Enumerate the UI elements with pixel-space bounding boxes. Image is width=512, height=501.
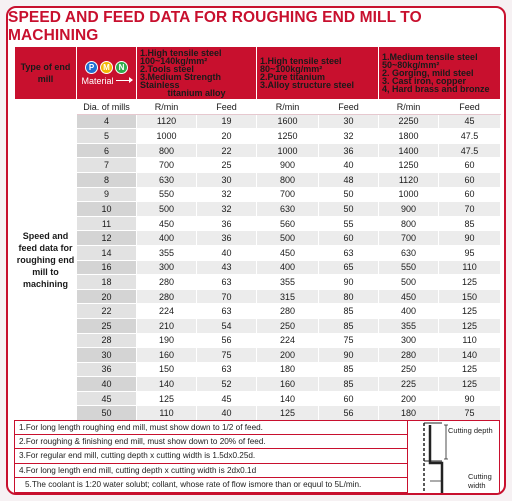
speed-cell: 400 — [257, 260, 319, 275]
speed-cell: 110 — [137, 406, 197, 421]
material-badge-p-icon: P — [85, 61, 98, 74]
speed-cell: 1120 — [379, 172, 439, 187]
mill-diameter-cell: 10 — [77, 202, 137, 217]
speed-cell: 140 — [137, 377, 197, 392]
speed-cell: 550 — [137, 187, 197, 202]
speed-cell: 630 — [257, 202, 319, 217]
feed-cell: 30 — [319, 114, 379, 129]
speed-cell: 800 — [137, 143, 197, 158]
speed-feed-card — [6, 6, 506, 495]
table-row — [15, 348, 501, 363]
table-row — [15, 377, 501, 392]
note-line: 2.For roughing & finishing end mill, must show down to 20% of feed. — [14, 435, 408, 450]
feed-cell: 32 — [319, 129, 379, 144]
feed-cell: 50 — [319, 202, 379, 217]
speed-cell: 200 — [379, 391, 439, 406]
feed-cell: 70 — [439, 202, 501, 217]
speed-cell: 1000 — [137, 129, 197, 144]
feed-cell: 85 — [319, 377, 379, 392]
feed-cell: 45 — [197, 391, 257, 406]
feed-cell: 56 — [319, 406, 379, 421]
feed-cell: 150 — [439, 289, 501, 304]
table-row — [15, 231, 501, 246]
feed-cell: 75 — [439, 406, 501, 421]
speed-cell: 224 — [257, 333, 319, 348]
feed-cell: 90 — [319, 275, 379, 290]
feed-cell: 22 — [197, 143, 257, 158]
feed-cell: 63 — [197, 275, 257, 290]
speed-cell: 1600 — [257, 114, 319, 129]
mill-diameter-cell: 36 — [77, 362, 137, 377]
material-group-line: 1.Medium tensile steel 50~80kg/mm² — [382, 52, 478, 70]
speed-cell: 280 — [257, 304, 319, 319]
feed-cell: 40 — [197, 245, 257, 260]
speed-cell: 180 — [379, 406, 439, 421]
feed-cell: 125 — [439, 318, 501, 333]
mill-diameter-cell: 18 — [77, 275, 137, 290]
material-cell — [77, 47, 137, 100]
material-group-line: 2.Tools steel — [140, 64, 194, 74]
speed-cell: 450 — [137, 216, 197, 231]
feed-cell: 85 — [319, 318, 379, 333]
mill-diameter-cell: 7 — [77, 158, 137, 173]
speed-cell: 280 — [137, 275, 197, 290]
feed-cell: 40 — [197, 406, 257, 421]
table-row — [15, 158, 501, 173]
feed-cell: 125 — [439, 275, 501, 290]
speed-cell: 180 — [257, 362, 319, 377]
material-group-line: 1.High tensile steel 100~140kg/mm² — [140, 48, 222, 66]
table-row — [15, 187, 501, 202]
speed-cell: 225 — [379, 377, 439, 392]
speed-cell: 1250 — [257, 129, 319, 144]
material-badge-n-icon: N — [115, 61, 128, 74]
speed-cell: 630 — [137, 172, 197, 187]
feed-cell: 90 — [439, 391, 501, 406]
feed-cell: 125 — [439, 377, 501, 392]
feed-cell: 45 — [439, 114, 501, 129]
feed-cell: 85 — [319, 362, 379, 377]
speed-cell: 900 — [257, 158, 319, 173]
material-group-line: 3. Cast iron, copper — [382, 76, 467, 86]
feed-cell: 48 — [319, 172, 379, 187]
mill-diameter-cell: 40 — [77, 377, 137, 392]
feed-cell: 32 — [197, 187, 257, 202]
col-header-speed-2: R/min — [257, 100, 319, 115]
note-line: 5.The coolant is 1:20 water solubt; collant, whose rate of flow ismore than or equul to 5L/min. — [14, 478, 408, 493]
note-line: 4.For long length end mill, cutting depth x cutting width is 2dx0.1d — [14, 464, 408, 479]
speed-cell: 2250 — [379, 114, 439, 129]
arrow-right-icon — [116, 80, 132, 81]
mill-diameter-cell: 5 — [77, 129, 137, 144]
speed-cell: 700 — [257, 187, 319, 202]
feed-cell: 65 — [319, 260, 379, 275]
mill-diameter-cell: 45 — [77, 391, 137, 406]
speed-cell: 630 — [379, 245, 439, 260]
col-header-dia: Dia. of mills — [77, 100, 137, 115]
speed-feed-table — [14, 46, 501, 421]
side-label: Speed and feed data for roughing end mill to machining — [15, 100, 77, 421]
feed-cell: 110 — [439, 333, 501, 348]
table-row — [15, 289, 501, 304]
table-row — [15, 216, 501, 231]
speed-cell: 400 — [137, 231, 197, 246]
feed-cell: 140 — [439, 348, 501, 363]
table-row — [15, 245, 501, 260]
mill-diameter-cell: 50 — [77, 406, 137, 421]
speed-cell: 700 — [137, 158, 197, 173]
table-row — [15, 172, 501, 187]
feed-cell: 36 — [197, 231, 257, 246]
speed-cell: 400 — [379, 304, 439, 319]
speed-cell: 1250 — [379, 158, 439, 173]
speed-cell: 224 — [137, 304, 197, 319]
col-header-speed-3: R/min — [379, 100, 439, 115]
feed-cell: 36 — [319, 143, 379, 158]
feed-cell: 85 — [439, 216, 501, 231]
feed-cell: 19 — [197, 114, 257, 129]
feed-cell: 125 — [439, 362, 501, 377]
speed-cell: 900 — [379, 202, 439, 217]
mill-diameter-cell: 4 — [77, 114, 137, 129]
speed-cell: 800 — [257, 172, 319, 187]
table-row — [15, 129, 501, 144]
feed-cell: 80 — [319, 289, 379, 304]
material-group-line: 2. Gorging, mild steel — [382, 68, 474, 78]
material-group-2 — [257, 47, 379, 100]
feed-cell: 60 — [439, 172, 501, 187]
mill-diameter-cell: 20 — [77, 289, 137, 304]
mill-diameter-cell: 14 — [77, 245, 137, 260]
mill-diameter-cell: 11 — [77, 216, 137, 231]
mill-diameter-cell: 8 — [77, 172, 137, 187]
table-row — [15, 202, 501, 217]
note-line: 1.For long length roughing end mill, must show down to 1/2 of feed. — [14, 420, 408, 435]
speed-cell: 450 — [379, 289, 439, 304]
speed-cell: 700 — [379, 231, 439, 246]
speed-cell: 1400 — [379, 143, 439, 158]
speed-cell: 500 — [257, 231, 319, 246]
table-row — [15, 362, 501, 377]
speed-cell: 550 — [379, 260, 439, 275]
material-group-line: 3.Medium Strength Stainless — [140, 72, 222, 90]
mill-diameter-cell: 12 — [77, 231, 137, 246]
table-row — [15, 143, 501, 158]
feed-cell: 60 — [439, 158, 501, 173]
feed-cell: 75 — [319, 333, 379, 348]
mill-diameter-cell: 28 — [77, 333, 137, 348]
speed-cell: 250 — [257, 318, 319, 333]
table-row — [15, 391, 501, 406]
col-header-feed-2: Feed — [319, 100, 379, 115]
speed-cell: 150 — [137, 362, 197, 377]
table-row — [15, 333, 501, 348]
feed-cell: 36 — [197, 216, 257, 231]
notes-section — [14, 420, 500, 494]
feed-cell: 47.5 — [439, 143, 501, 158]
table-row — [15, 406, 501, 421]
cutting-diagram-svg — [408, 421, 500, 495]
feed-cell: 90 — [439, 231, 501, 246]
speed-cell: 1800 — [379, 129, 439, 144]
speed-cell: 250 — [379, 362, 439, 377]
mill-diameter-cell: 30 — [77, 348, 137, 363]
feed-cell: 63 — [197, 304, 257, 319]
speed-cell: 1000 — [257, 143, 319, 158]
material-group-line: 2.Pure titanium — [260, 72, 326, 82]
feed-cell: 25 — [197, 158, 257, 173]
feed-cell: 20 — [197, 129, 257, 144]
material-badge-m-icon: M — [100, 61, 113, 74]
feed-cell: 43 — [197, 260, 257, 275]
feed-cell: 60 — [319, 231, 379, 246]
cutting-width-label: Cutting width — [468, 472, 492, 490]
feed-cell: 30 — [197, 172, 257, 187]
cutting-diagram — [408, 420, 500, 494]
speed-cell: 500 — [137, 202, 197, 217]
speed-cell: 190 — [137, 333, 197, 348]
material-group-line: 4, Hard brass and bronze — [382, 84, 490, 94]
material-group-line: titanium alloy — [167, 88, 226, 98]
feed-cell: 90 — [319, 348, 379, 363]
speed-cell: 300 — [137, 260, 197, 275]
mill-diameter-cell: 22 — [77, 304, 137, 319]
col-header-speed-1: R/min — [137, 100, 197, 115]
speed-cell: 300 — [379, 333, 439, 348]
speed-cell: 500 — [379, 275, 439, 290]
speed-cell: 280 — [379, 348, 439, 363]
feed-cell: 60 — [319, 391, 379, 406]
speed-cell: 125 — [257, 406, 319, 421]
feed-cell: 125 — [439, 304, 501, 319]
feed-cell: 75 — [197, 348, 257, 363]
feed-cell: 40 — [319, 158, 379, 173]
speed-cell: 125 — [137, 391, 197, 406]
speed-cell: 355 — [257, 275, 319, 290]
speed-cell: 800 — [379, 216, 439, 231]
feed-cell: 50 — [319, 187, 379, 202]
mill-diameter-cell: 16 — [77, 260, 137, 275]
speed-cell: 450 — [257, 245, 319, 260]
speed-cell: 280 — [137, 289, 197, 304]
material-group-line: 1.High tensile steel 80~100kg/mm² — [260, 56, 342, 74]
feed-cell: 63 — [319, 245, 379, 260]
feed-cell: 52 — [197, 377, 257, 392]
speed-cell: 315 — [257, 289, 319, 304]
material-label: Material — [81, 75, 114, 86]
mill-diameter-cell: 6 — [77, 143, 137, 158]
table-row — [15, 260, 501, 275]
table-row — [15, 318, 501, 333]
feed-cell: 85 — [319, 304, 379, 319]
type-of-end-mill-label: Type of end mill — [15, 47, 77, 100]
material-group-line: 3.Alloy structure steel — [260, 80, 355, 90]
speed-cell: 355 — [137, 245, 197, 260]
cutting-depth-label: Cutting depth — [448, 426, 493, 435]
feed-cell: 110 — [439, 260, 501, 275]
material-group-3 — [379, 47, 501, 100]
speed-cell: 160 — [257, 377, 319, 392]
speed-cell: 355 — [379, 318, 439, 333]
speed-cell: 210 — [137, 318, 197, 333]
col-header-feed-3: Feed — [439, 100, 501, 115]
speed-cell: 200 — [257, 348, 319, 363]
col-header-feed-1: Feed — [197, 100, 257, 115]
feed-cell: 32 — [197, 202, 257, 217]
page-title: SPEED AND FEED DATA FOR ROUGHING END MILL TO MACHINING — [8, 9, 422, 44]
table-row — [15, 304, 501, 319]
feed-cell: 95 — [439, 245, 501, 260]
feed-cell: 55 — [319, 216, 379, 231]
feed-cell: 54 — [197, 318, 257, 333]
table-row — [15, 114, 501, 129]
speed-cell: 140 — [257, 391, 319, 406]
feed-cell: 47.5 — [439, 129, 501, 144]
speed-cell: 1000 — [379, 187, 439, 202]
speed-cell: 160 — [137, 348, 197, 363]
mill-diameter-cell: 9 — [77, 187, 137, 202]
feed-cell: 56 — [197, 333, 257, 348]
feed-cell: 63 — [197, 362, 257, 377]
speed-cell: 560 — [257, 216, 319, 231]
material-group-1 — [137, 47, 257, 100]
feed-cell: 70 — [197, 289, 257, 304]
table-row — [15, 275, 501, 290]
note-line: 3.For regular end mill, cutting depth x cutting width is 1.5dx0.25d. — [14, 449, 408, 464]
feed-cell: 60 — [439, 187, 501, 202]
speed-cell: 1120 — [137, 114, 197, 129]
mill-diameter-cell: 25 — [77, 318, 137, 333]
